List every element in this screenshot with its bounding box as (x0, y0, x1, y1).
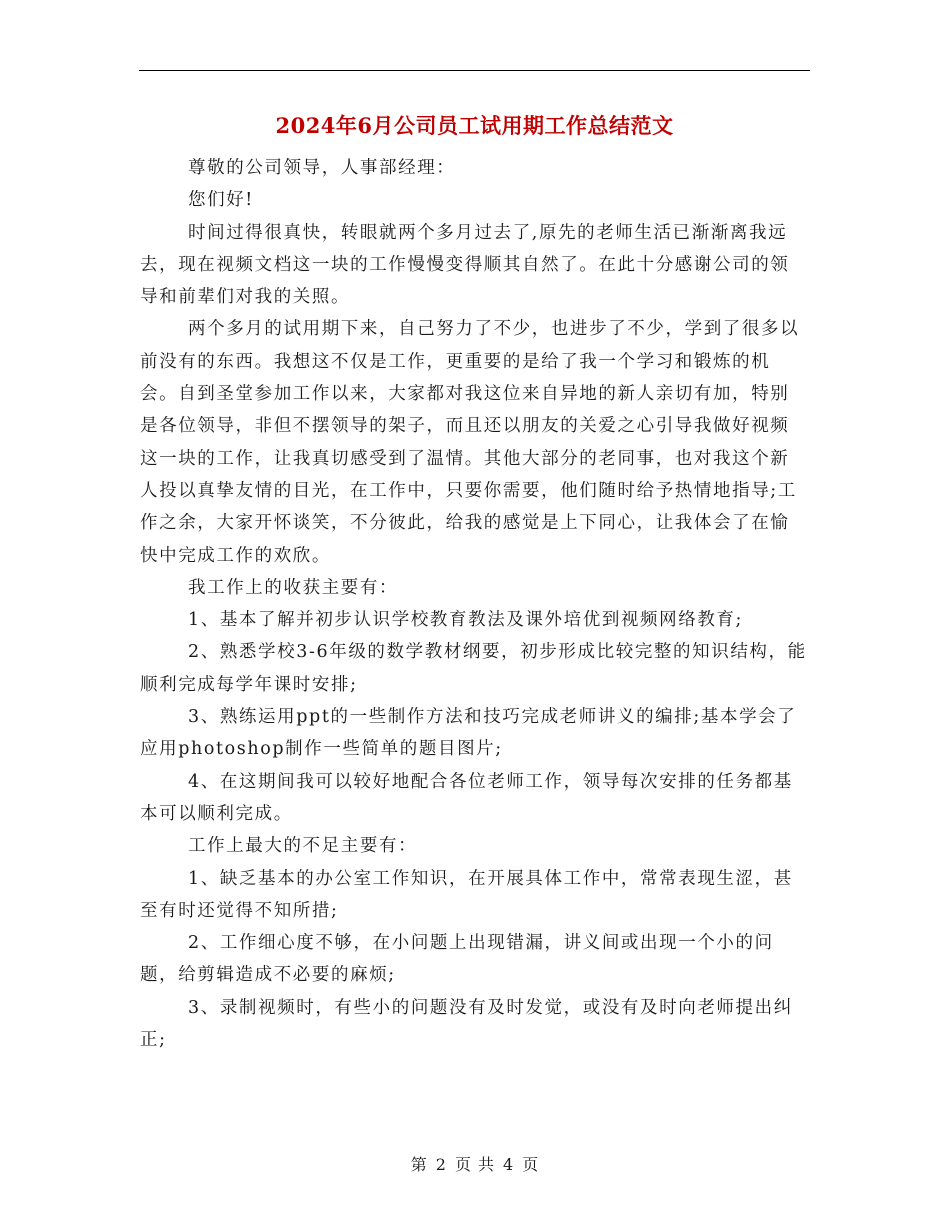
paragraph-heading: 我工作上的收获主要有： (188, 577, 399, 598)
paragraph: 时间过得很真快，转眼就两个多月过去了,原先的老师生活已渐渐离我远去，现在视频文档这一块的工作慢慢变得顺其自然了。在此十分感谢公司的领导和前辈们对我的关照。 (140, 222, 790, 308)
paragraph-heading: 工作上最大的不足主要有： (188, 836, 418, 857)
footer-middle: 页 共 (454, 1155, 496, 1174)
list-item: 3、录制视频时，有些小的问题没有及时发觉，或没有及时向老师提出纠正; (140, 997, 793, 1051)
paragraph-salutation: 尊敬的公司领导，人事部经理： (188, 158, 456, 178)
footer-total-pages: 4 (503, 1155, 515, 1174)
document-title: 2024年6月公司员工试用期工作总结范文 (275, 113, 674, 138)
footer-prefix: 第 (410, 1155, 428, 1174)
header-rule (139, 70, 810, 71)
list-item: 2、工作细心度不够，在小问题上出现错漏，讲义间或出现一个小的问题，给剪辑造成不必要的麻烦; (140, 933, 774, 986)
footer-suffix: 页 (522, 1155, 540, 1174)
list-item: 3、熟练运用ppt的一些制作方法和技巧完成老师讲义的编排;基本学会了应用photoshop制作一些简单的题目图片; (140, 707, 797, 760)
paragraph: 两个多月的试用期下来，自己努力了不少，也进步了不少，学到了很多以前没有的东西。我想这不仅是工作，更重要的是给了我一个学习和锻炼的机会。自到圣堂参加工作以来，大家都对我这位来自异地的新人亲切有加，特别是各位领导，非但不摆领导的架子，而且还以朋友的关爱之心引导我做好视频这一块的工作，让我真切感受到了温情。其他大部分的老同事，也对我这个新人投以真挚友情的目光，在工作中，只要你需要，他们随时给予热情地指导;工作之余，大家开怀谈笑，不分彼此，给我的感觉是上下同心，让我体会了在愉快中完成工作的欢欣。 (140, 319, 800, 566)
list-item: 1、基本了解并初步认识学校教育教法及课外培优到视频网络教育; (188, 610, 744, 631)
list-item: 1、缺乏基本的办公室工作知识，在开展具体工作中，常常表现生涩，甚至有时还觉得不知所措; (140, 868, 793, 921)
list-item: 2、熟悉学校3-6年级的数学教材纲要，初步形成比较完整的知识结构，能顺利完成每学年课时安排; (140, 642, 807, 695)
paragraph-greeting: 您们好! (188, 190, 254, 211)
footer-page-number: 2 (435, 1155, 447, 1174)
page-footer (0, 1152, 950, 1175)
document-body (140, 152, 808, 1056)
list-item: 4、在这期间我可以较好地配合各位老师工作，领导每次安排的任务都基本可以顺利完成。 (140, 771, 793, 824)
